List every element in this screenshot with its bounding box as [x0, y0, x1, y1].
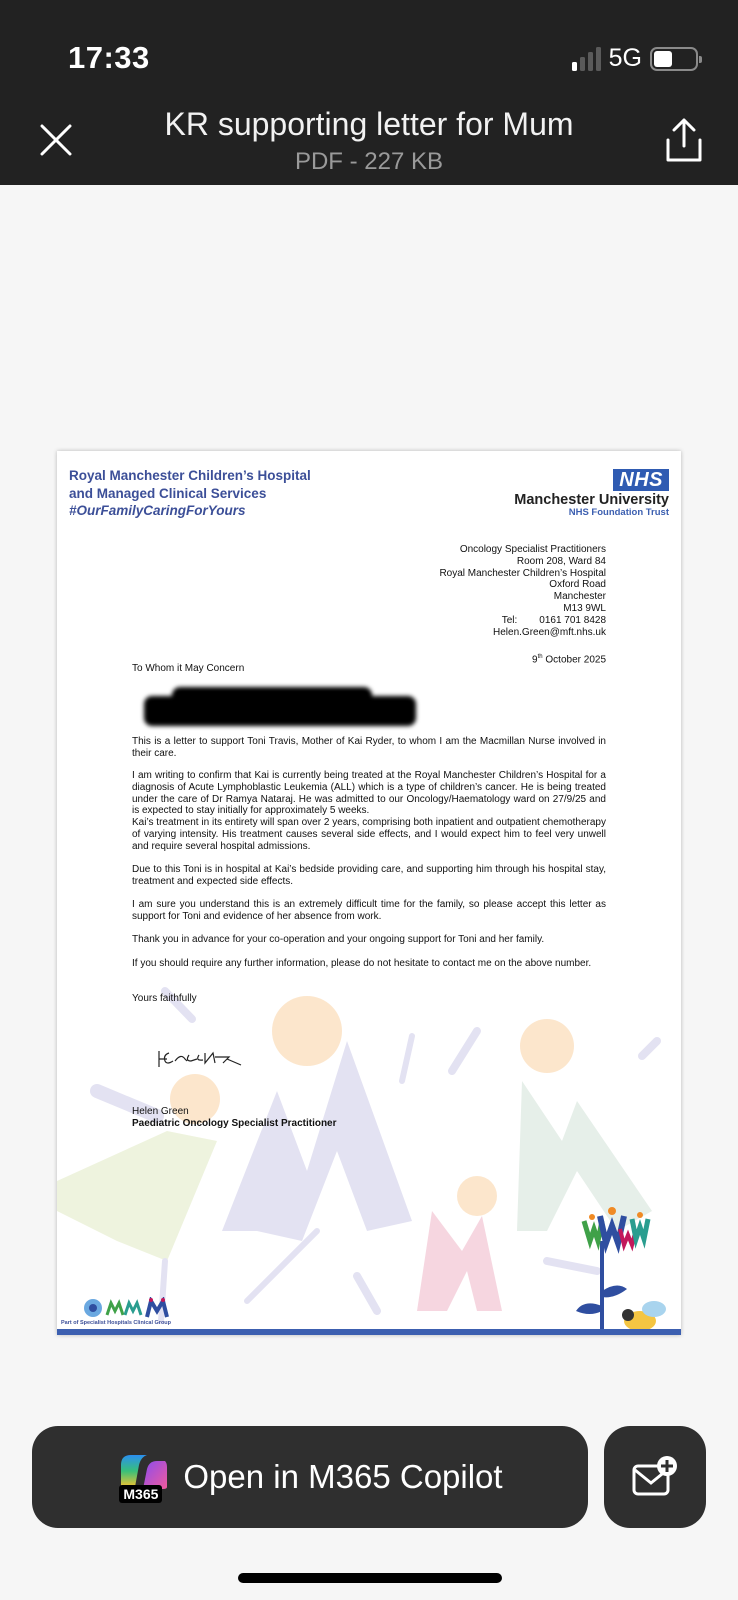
document-title: KR supporting letter for Mum: [164, 106, 574, 142]
signer-role: Paediatric Oncology Specialist Practitioner: [132, 1118, 337, 1129]
address-line: Room 208, Ward 84: [516, 555, 606, 567]
paragraph: Thank you in advance for your co-operation and your ongoing support for Toni and her family.: [132, 934, 545, 945]
paragraph: I am writing to confirm that Kai is currently being treated at the Royal Manchester Children’s Hospital for a diagnosis of Acute Lymphoblastic Leukemia (ALL) which is a type of children’s cancer. He is being treated under the care of Dr Ramya Nataraj. He was admitted to our Oncology/Haematology ward on 27/9/25 and is expected to stay initially for approximately 5 weeks.: [132, 770, 606, 817]
signature: [157, 1047, 247, 1071]
date-suffix: th: [537, 654, 543, 660]
address-line: Oncology Specialist Practitioners: [459, 544, 606, 555]
battery-icon: [650, 47, 698, 71]
paragraph: I am sure you understand this is an extremely difficult time for the family, so please accept this letter as support for Toni and evidence of her absence from work.: [132, 899, 606, 922]
date-rest: October 2025: [542, 654, 606, 666]
trust-name: Manchester University: [514, 492, 669, 508]
hospital-name-line2: and Managed Clinical Services: [69, 485, 267, 501]
tel-number: 0161 701 8428: [539, 614, 606, 626]
signer-block: [132, 1106, 337, 1130]
address-line: Royal Manchester Children’s Hospital: [439, 567, 606, 579]
hospital-hashtag: #OurFamilyCaringForYours: [69, 503, 246, 518]
trust-subtitle: NHS Foundation Trust: [568, 507, 669, 518]
specialist-hospitals-logo: [83, 1297, 183, 1319]
mail-add-icon: [631, 1456, 679, 1498]
footer-bar: [57, 1329, 681, 1335]
compose-mail-button[interactable]: [604, 1426, 706, 1528]
open-in-copilot-button[interactable]: [32, 1426, 588, 1528]
nhs-logo: NHS: [613, 469, 669, 491]
salutation: To Whom it May Concern: [132, 663, 245, 674]
email: Helen.Green@mft.nhs.uk: [493, 626, 606, 638]
paragraph: If you should require any further information, please do not hesitate to contact me on the above number.: [132, 958, 592, 969]
share-icon: [662, 116, 706, 164]
home-indicator[interactable]: [238, 1573, 502, 1583]
pdf-page[interactable]: [57, 451, 681, 1335]
telephone: [439, 615, 606, 627]
top-bar: [0, 0, 738, 185]
paragraph: Due to this Toni is in hospital at Kai’s bedside providing care, and supporting him through his hospital stay, treatment and expected side effects.: [132, 864, 606, 887]
hospital-header: [69, 467, 311, 520]
address-line: M13 9WL: [563, 602, 606, 614]
hospital-name-line1: Royal Manchester Children’s Hospital: [69, 468, 311, 483]
copilot-icon: [117, 1451, 169, 1503]
sender-address: [439, 544, 606, 638]
document-subtitle: PDF - 227 KB: [294, 148, 444, 175]
nhs-trust-logo: [514, 469, 669, 518]
signer-name: Helen Green: [132, 1106, 189, 1117]
signal-icon: [572, 47, 601, 71]
paragraph: Kai’s treatment in its entirety will span over 2 years, comprising both inpatient and outpatient chemotherapy of varying intensity. His treatment causes several side effects, and I would expect him to feel very unwell and require several hospital admissions.: [132, 817, 606, 852]
network-type: 5G: [608, 44, 642, 72]
tel-label: Tel:: [501, 614, 518, 626]
status-indicators: [572, 44, 698, 73]
share-button[interactable]: [662, 116, 706, 164]
open-in-copilot-label: Open in M365 Copilot: [183, 1458, 503, 1495]
paragraph: This is a letter to support Toni Travis, Mother of Kai Ryder, to whom I am the Macmillan Nurse involved in their care.: [132, 736, 606, 759]
redaction-mark: [144, 696, 416, 726]
status-time: 17:33: [68, 40, 150, 75]
footer-text: Part of Specialist Hospitals Clinical Group: [61, 1320, 172, 1326]
date-day: 9: [532, 654, 538, 666]
closing: Yours faithfully: [132, 993, 197, 1004]
address-line: Oxford Road: [549, 579, 606, 591]
copilot-badge: M365: [119, 1485, 162, 1503]
address-line: Manchester: [553, 591, 606, 603]
